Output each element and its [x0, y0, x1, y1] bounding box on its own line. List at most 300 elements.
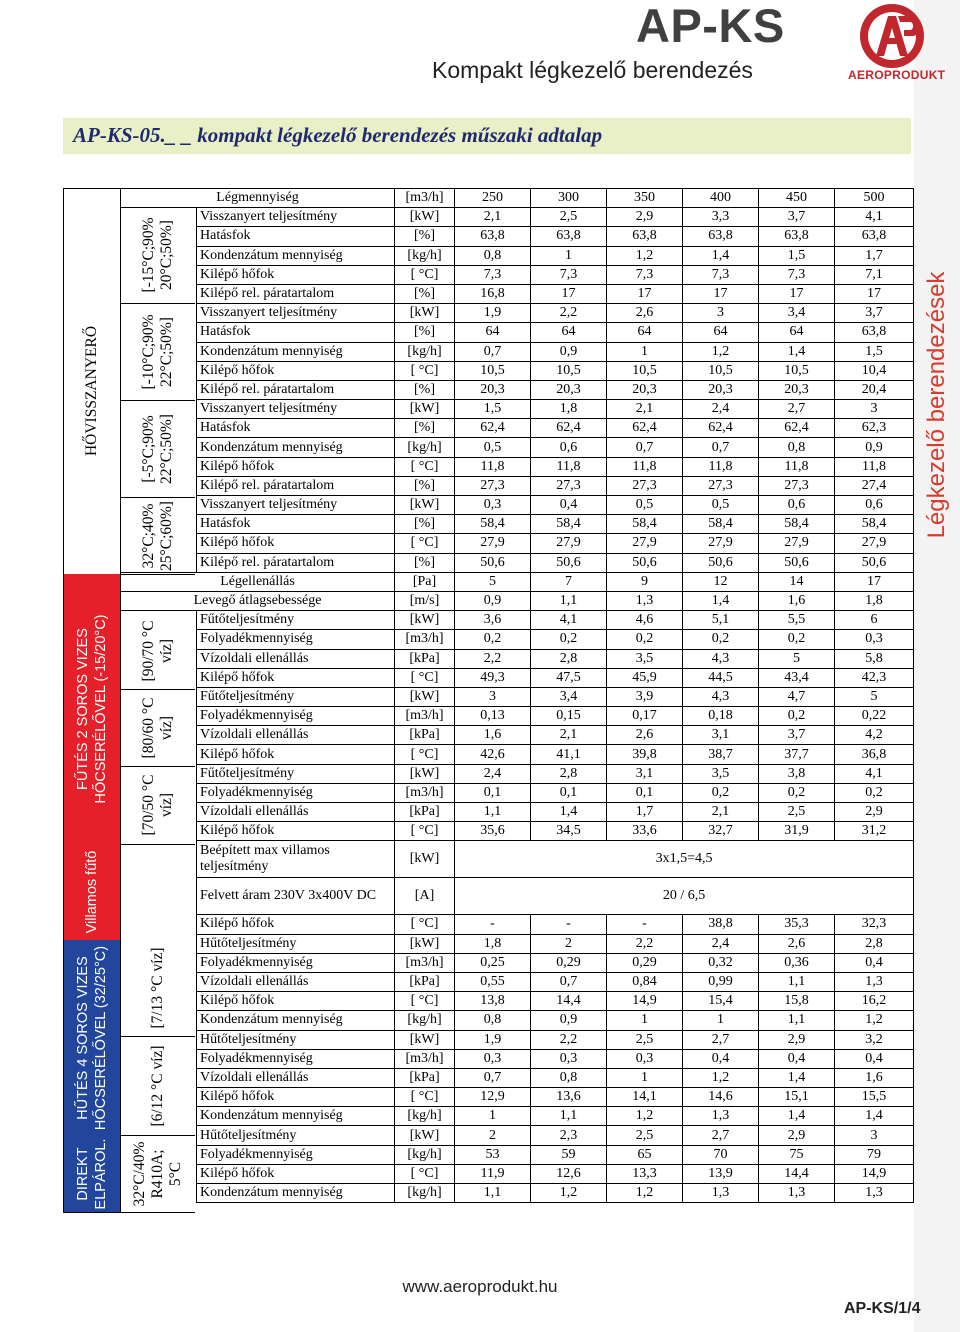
cell-value: 2	[531, 934, 607, 953]
cell-value: 1,3	[835, 1184, 914, 1203]
cell-value: 1,8	[531, 400, 607, 419]
cell-value: 75	[759, 1145, 835, 1164]
table-row	[121, 630, 914, 649]
row-unit: [kW]	[395, 1030, 455, 1049]
cell-value: 16,2	[835, 992, 914, 1011]
row-spacer	[121, 803, 197, 822]
row-spacer	[121, 380, 197, 399]
row-unit: [m/s]	[395, 591, 455, 610]
cell-value: 0,4	[835, 953, 914, 972]
row-spacer	[121, 246, 197, 265]
cell-value: 50,6	[683, 553, 759, 572]
row-spacer	[121, 1088, 197, 1107]
cell-value: 2,7	[683, 1126, 759, 1145]
cell-value: 11,8	[759, 457, 835, 476]
cell-value: 10,4	[835, 361, 914, 380]
row-unit: [kPa]	[395, 972, 455, 991]
cell-value: 62,4	[455, 419, 531, 438]
cell-value: 1,1	[759, 972, 835, 991]
cell-value: 50,6	[455, 553, 531, 572]
row-unit: [kPa]	[395, 726, 455, 745]
row-unit: [m3/h]	[395, 189, 455, 208]
row-label: Kilépő hőfok	[197, 265, 395, 284]
table-row	[121, 1164, 914, 1183]
cell-value: 0,3	[455, 496, 531, 515]
cell-value: 11,8	[531, 457, 607, 476]
row-spacer	[121, 611, 197, 630]
cell-value: 1,2	[607, 1107, 683, 1126]
table-header-row	[121, 189, 914, 208]
cell-value: 1,6	[759, 591, 835, 610]
row-spacer	[121, 284, 197, 303]
row-unit: [kW]	[395, 1126, 455, 1145]
condition-label: [-10°C;90% 22°C;50%]	[121, 303, 195, 401]
cell-value: 10,5	[759, 361, 835, 380]
cell-value: 1,3	[607, 591, 683, 610]
cell-value: 7,1	[835, 265, 914, 284]
cell-value: 15,4	[683, 992, 759, 1011]
cell-value: 11,8	[835, 457, 914, 476]
table-row	[121, 1088, 914, 1107]
cell-value: 39,8	[607, 745, 683, 764]
row-label: Visszanyert teljesítmény	[197, 304, 395, 323]
cell-value: 62,4	[607, 419, 683, 438]
table-row	[121, 972, 914, 991]
row-label: Folyadékmennyiség	[197, 630, 395, 649]
table-row	[121, 304, 914, 323]
table-row	[121, 649, 914, 668]
cell-value: 12	[683, 572, 759, 591]
row-unit: [m3/h]	[395, 783, 455, 802]
cell-value: -	[607, 915, 683, 934]
cell-value: 4,1	[531, 611, 607, 630]
cell-value: 7,3	[531, 265, 607, 284]
cell-value: 63,8	[835, 323, 914, 342]
cell-value: 32,3	[835, 915, 914, 934]
cell-value: 2,8	[835, 934, 914, 953]
cell-value: 27,9	[455, 534, 531, 553]
row-label: Levegő átlagsebessége	[121, 591, 395, 610]
cell-value: 31,2	[835, 822, 914, 841]
cell-value: 2,8	[531, 764, 607, 783]
cell-value: 12,9	[455, 1088, 531, 1107]
cell-value: 1,5	[759, 246, 835, 265]
cell-value: 27,9	[835, 534, 914, 553]
cell-value: 62,4	[683, 419, 759, 438]
cell-value: 3,4	[531, 687, 607, 706]
cell-value: 0,2	[683, 630, 759, 649]
cell-value: 32,7	[683, 822, 759, 841]
table-row	[121, 534, 914, 553]
cell-value: 1,1	[455, 1184, 531, 1203]
cell-value: 1	[607, 1011, 683, 1030]
condition-label: 32°C;40% 25°C;60%]	[121, 497, 195, 575]
table-row	[121, 1126, 914, 1145]
cell-value: 10,5	[531, 361, 607, 380]
cell-value: 14,9	[835, 1164, 914, 1183]
cell-value: 1	[455, 1107, 531, 1126]
cell-value: 1,1	[531, 1107, 607, 1126]
cell-value: 44,5	[683, 668, 759, 687]
cell-value: 2,6	[607, 726, 683, 745]
spec-table	[120, 188, 914, 1203]
row-label: Visszanyert teljesítmény	[197, 496, 395, 515]
cell-value: 3,3	[683, 208, 759, 227]
cell-value: 0,6	[759, 496, 835, 515]
cell-value: 2,3	[531, 1126, 607, 1145]
cell-value: 5,8	[835, 649, 914, 668]
row-spacer	[121, 1164, 197, 1183]
table-row	[121, 1068, 914, 1087]
cell-value: 1,2	[835, 1011, 914, 1030]
row-unit: [%]	[395, 515, 455, 534]
row-label: Hűtőteljesítmény	[197, 1126, 395, 1145]
row-spacer	[121, 361, 197, 380]
cell-value: 27,4	[835, 476, 914, 495]
cell-value: 7,3	[455, 265, 531, 284]
condition-label: [-15°C;90% 20°C;50%]	[121, 207, 195, 304]
product-title: AP-KS	[636, 0, 785, 52]
cell-value: 1,7	[607, 803, 683, 822]
row-spacer	[121, 534, 197, 553]
cell-value: 20,3	[607, 380, 683, 399]
row-unit: [kg/h]	[395, 342, 455, 361]
section-hutes	[63, 940, 121, 1136]
cell-value: 1,1	[759, 1011, 835, 1030]
cell-value: 4,2	[835, 726, 914, 745]
table-row	[121, 783, 914, 802]
cell-value: 13,6	[531, 1088, 607, 1107]
merged-value: 3x1,5=4,5	[455, 841, 914, 878]
row-spacer	[121, 476, 197, 495]
cell-value: 58,4	[759, 515, 835, 534]
merged-value: 20 / 6,5	[455, 878, 914, 915]
row-label: Folyadékmennyiség	[197, 783, 395, 802]
cell-value: 64	[455, 323, 531, 342]
row-spacer	[121, 783, 197, 802]
row-spacer	[121, 972, 197, 991]
row-unit: [A]	[395, 878, 455, 915]
cell-value: 0,7	[455, 1068, 531, 1087]
row-label: Kondenzátum mennyiség	[197, 438, 395, 457]
row-unit: [kPa]	[395, 803, 455, 822]
cell-value: 50,6	[759, 553, 835, 572]
cell-value: 0,2	[759, 707, 835, 726]
row-unit: [kW]	[395, 687, 455, 706]
section-label: Villamos fűtő	[84, 850, 100, 934]
cell-value: 5,5	[759, 611, 835, 630]
cell-value: 0,4	[759, 1049, 835, 1068]
table-row	[121, 323, 914, 342]
row-spacer	[121, 707, 197, 726]
row-label: Kondenzátum mennyiség	[197, 1184, 395, 1203]
row-label: Folyadékmennyiség	[197, 1145, 395, 1164]
row-unit: [kW]	[395, 400, 455, 419]
row-label: Kilépő hőfok	[197, 1088, 395, 1107]
row-spacer	[121, 419, 197, 438]
cell-value: 0,17	[607, 707, 683, 726]
row-unit: [ °C]	[395, 668, 455, 687]
cell-value: 12,6	[531, 1164, 607, 1183]
condition-label: 32°C/40% R410A; 5°C	[121, 1135, 195, 1213]
cell-value: 1,4	[759, 1107, 835, 1126]
cell-value: 15,8	[759, 992, 835, 1011]
cell-value: 0,22	[835, 707, 914, 726]
cell-value: 1,4	[683, 246, 759, 265]
row-unit: [kg/h]	[395, 1184, 455, 1203]
cell-value: 2,2	[607, 934, 683, 953]
row-spacer	[121, 553, 197, 572]
row-unit: [ °C]	[395, 745, 455, 764]
table-row	[121, 992, 914, 1011]
row-spacer	[121, 342, 197, 361]
row-label: Kondenzátum mennyiség	[197, 1011, 395, 1030]
cell-value: 27,3	[455, 476, 531, 495]
cell-value: 27,9	[683, 534, 759, 553]
table-row	[121, 553, 914, 572]
cell-value: 2,2	[531, 1030, 607, 1049]
row-unit: [%]	[395, 419, 455, 438]
cell-value: 0,32	[683, 953, 759, 972]
cell-value: 0,4	[835, 1049, 914, 1068]
cell-value: 1,2	[607, 246, 683, 265]
cell-value: 0,7	[455, 342, 531, 361]
condition-label: [-5°C;90% 22°C;50%]	[121, 400, 195, 498]
cell-value: 0,2	[455, 630, 531, 649]
cell-value: 58,4	[607, 515, 683, 534]
cell-value: 1,1	[455, 803, 531, 822]
table-row	[121, 668, 914, 687]
row-unit: [%]	[395, 227, 455, 246]
cell-value: 4,3	[683, 687, 759, 706]
table-row	[121, 841, 914, 878]
cell-value: 2,5	[607, 1030, 683, 1049]
cell-value: 5	[835, 687, 914, 706]
row-label: Fűtőteljesítmény	[197, 611, 395, 630]
datasheet-banner	[63, 118, 911, 154]
cell-value: 1,2	[607, 1184, 683, 1203]
row-spacer	[121, 457, 197, 476]
row-spacer	[121, 878, 197, 915]
cell-value: 11,9	[455, 1164, 531, 1183]
condition-label: [90/70 °C víz]	[121, 612, 195, 690]
row-label: Hatásfok	[197, 515, 395, 534]
cell-value: 1	[683, 1011, 759, 1030]
cell-value: 3	[835, 400, 914, 419]
airflow-value: 400	[683, 189, 759, 208]
cell-value: 2,1	[683, 803, 759, 822]
cell-value: 0,3	[531, 1049, 607, 1068]
cell-value: 3,8	[759, 764, 835, 783]
cell-value: 3,1	[683, 726, 759, 745]
cell-value: 2,7	[759, 400, 835, 419]
row-label: Visszanyert teljesítmény	[197, 400, 395, 419]
row-label: Kilépő hőfok	[197, 992, 395, 1011]
row-label: Kilépő rel. páratartalom	[197, 380, 395, 399]
cell-value: 0,7	[531, 972, 607, 991]
cell-value: 63,8	[531, 227, 607, 246]
cell-value: 2,4	[683, 934, 759, 953]
cell-value: 1,4	[759, 342, 835, 361]
cell-value: 0,36	[759, 953, 835, 972]
cell-value: 50,6	[835, 553, 914, 572]
cell-value: 11,8	[607, 457, 683, 476]
cell-value: 20,3	[455, 380, 531, 399]
cell-value: 3,5	[607, 649, 683, 668]
cell-value: 64	[531, 323, 607, 342]
cell-value: 1,2	[683, 342, 759, 361]
cell-value: 2,9	[759, 1126, 835, 1145]
cell-value: 62,4	[531, 419, 607, 438]
cell-value: 10,5	[607, 361, 683, 380]
table-row	[121, 361, 914, 380]
logo-label: AEROPRODUKT	[848, 68, 946, 82]
row-label: Kilépő hőfok	[197, 534, 395, 553]
cell-value: 1,5	[835, 342, 914, 361]
table-row	[121, 515, 914, 534]
cell-value: 3,2	[835, 1030, 914, 1049]
section-label: DIREKT ELPÁROL.	[75, 1138, 109, 1209]
table-row	[121, 764, 914, 783]
cell-value: 14,4	[759, 1164, 835, 1183]
cell-value: 3	[835, 1126, 914, 1145]
cell-value: 4,3	[683, 649, 759, 668]
cell-value: 3,6	[455, 611, 531, 630]
row-unit: [ °C]	[395, 992, 455, 1011]
row-spacer	[121, 1107, 197, 1126]
row-spacer	[121, 687, 197, 706]
cell-value: 64	[607, 323, 683, 342]
row-unit: [%]	[395, 553, 455, 572]
table-row	[121, 687, 914, 706]
spec-table-body	[121, 189, 914, 1203]
cell-value: 1,6	[835, 1068, 914, 1087]
page-number: AP-KS/1/4	[844, 1300, 921, 1317]
section-villamos	[63, 844, 121, 941]
cell-value: 79	[835, 1145, 914, 1164]
row-unit: [ °C]	[395, 822, 455, 841]
cell-value: 0,8	[531, 1068, 607, 1087]
row-spacer	[121, 304, 197, 323]
cell-value: 33,6	[607, 822, 683, 841]
row-label: Kilépő rel. páratartalom	[197, 284, 395, 303]
row-spacer	[121, 208, 197, 227]
table-row	[121, 476, 914, 495]
table-row	[121, 380, 914, 399]
table-row	[121, 438, 914, 457]
row-label: Beépített max villamos teljesítmény	[197, 841, 395, 878]
row-label: Vízoldali ellenállás	[197, 1068, 395, 1087]
row-spacer	[121, 745, 197, 764]
row-unit: [ °C]	[395, 361, 455, 380]
cell-value: 0,8	[455, 1011, 531, 1030]
table-row	[121, 1184, 914, 1203]
cell-value: 6	[835, 611, 914, 630]
cell-value: 1	[531, 246, 607, 265]
cell-value: 65	[607, 1145, 683, 1164]
row-unit: [kW]	[395, 764, 455, 783]
cell-value: 27,3	[607, 476, 683, 495]
table-row	[121, 1145, 914, 1164]
row-unit: [kg/h]	[395, 246, 455, 265]
row-label: Légellenállás	[121, 572, 395, 591]
condition-label: [70/50 °C víz]	[121, 766, 195, 845]
cell-value: 27,3	[683, 476, 759, 495]
section-label: FŰTÉS 2 SOROS VIZES HŐCSERÉLŐVEL (-15/20°C)	[75, 614, 109, 804]
cell-value: 7,3	[683, 265, 759, 284]
cell-value: -	[531, 915, 607, 934]
cell-value: 0,29	[607, 953, 683, 972]
row-spacer	[121, 1049, 197, 1068]
cell-value: 2,1	[607, 400, 683, 419]
cell-value: 14	[759, 572, 835, 591]
row-label: Fűtőteljesítmény	[197, 764, 395, 783]
cell-value: 36,8	[835, 745, 914, 764]
table-row	[121, 1030, 914, 1049]
table-row	[121, 934, 914, 953]
row-spacer	[121, 668, 197, 687]
row-label: Kondenzátum mennyiség	[197, 1107, 395, 1126]
cell-value: 2,4	[683, 400, 759, 419]
cell-value: 17	[683, 284, 759, 303]
airflow-value: 500	[835, 189, 914, 208]
row-unit: [Pa]	[395, 572, 455, 591]
row-unit: [kg/h]	[395, 438, 455, 457]
cell-value: 0,3	[835, 630, 914, 649]
cell-value: 0,99	[683, 972, 759, 991]
cell-value: 1,9	[455, 304, 531, 323]
row-unit: [m3/h]	[395, 953, 455, 972]
cell-value: 0,4	[683, 1049, 759, 1068]
cell-value: 70	[683, 1145, 759, 1164]
cell-value: 1,1	[531, 591, 607, 610]
cell-value: 58,4	[683, 515, 759, 534]
cell-value: 16,8	[455, 284, 531, 303]
cell-value: 2,2	[455, 649, 531, 668]
cell-value: 7	[531, 572, 607, 591]
cell-value: 2,6	[607, 304, 683, 323]
row-label: Kilépő hőfok	[197, 745, 395, 764]
cell-value: 64	[683, 323, 759, 342]
table-row	[121, 878, 914, 915]
cell-value: 42,3	[835, 668, 914, 687]
cell-value: 2,7	[683, 1030, 759, 1049]
row-spacer	[121, 649, 197, 668]
cell-value: 10,5	[683, 361, 759, 380]
row-label: Hatásfok	[197, 227, 395, 246]
section-label: HŰTÉS 4 SOROS VIZES HŐCSERÉLŐVEL (32/25°C)	[75, 945, 109, 1130]
cell-value: 2,8	[531, 649, 607, 668]
row-unit: [%]	[395, 476, 455, 495]
row-spacer	[121, 323, 197, 342]
cell-value: 0,6	[531, 438, 607, 457]
datasheet-title: AP-KS-05._ _ kompakt légkezelő berendezés műszaki adtalap	[73, 123, 603, 147]
cell-value: 3	[683, 304, 759, 323]
table-row	[121, 707, 914, 726]
table-row	[121, 611, 914, 630]
row-label: Kilépő rel. páratartalom	[197, 553, 395, 572]
cell-value: 0,9	[455, 591, 531, 610]
row-unit: [kPa]	[395, 649, 455, 668]
cell-value: 27,9	[607, 534, 683, 553]
cell-value: 0,25	[455, 953, 531, 972]
row-label: Kilépő hőfok	[197, 668, 395, 687]
row-label: Vízoldali ellenállás	[197, 972, 395, 991]
row-unit: [ °C]	[395, 457, 455, 476]
cell-value: 17	[759, 284, 835, 303]
cell-value: 0,15	[531, 707, 607, 726]
cell-value: 0,5	[683, 496, 759, 515]
